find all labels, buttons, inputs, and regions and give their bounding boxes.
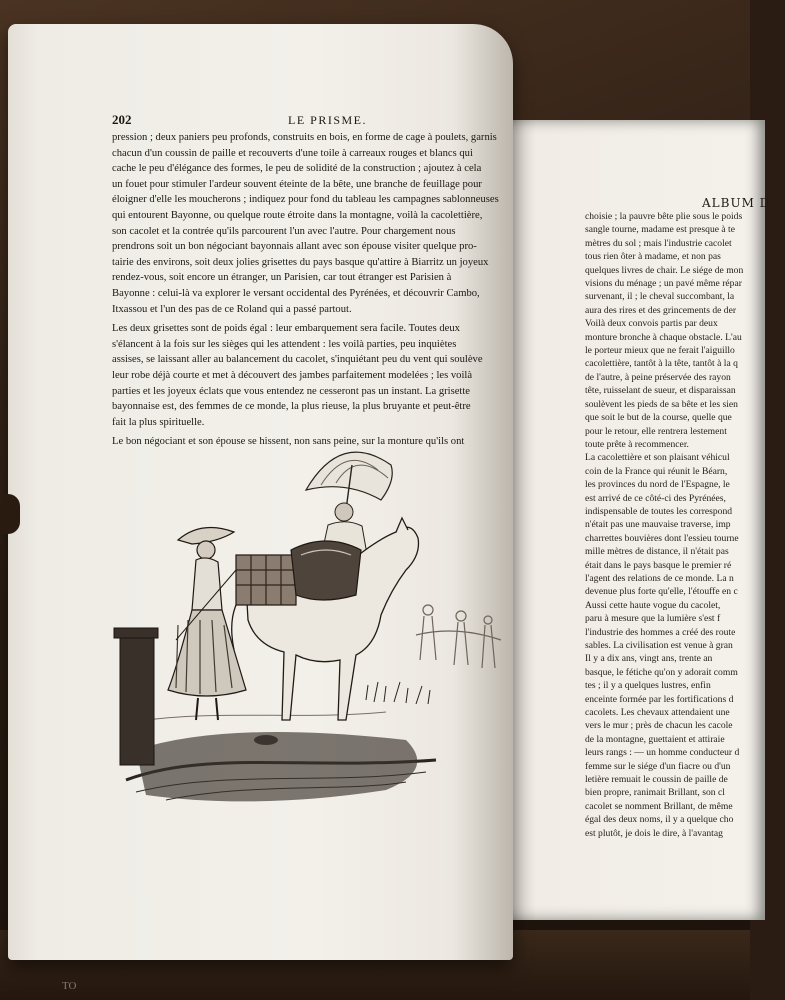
right-page-line: quelques livres de chair. Le siége de mon (585, 264, 744, 276)
right-page-line: de la montagne, guettaient et attiraie (585, 733, 725, 745)
right-page-line: l'agent des relations de ce monde. La n (585, 572, 734, 584)
right-page-line: choisie ; la pauvre bête plie sous le poids (585, 211, 743, 222)
background-travellers (416, 605, 501, 668)
left-page-line: assises, se laissant aller au balancement du cacolet, s'inquiétant peu du vent qui soulève (112, 354, 483, 366)
left-page-line: éloigner d'elle les moucherons ; indiquez pour fond du tableau les campagnes sablonneuses (112, 194, 499, 206)
left-page-line: cache le peu d'élégance des formes, le peu de solidité de la construction ; ajoutez à cela (112, 163, 482, 175)
right-page (505, 120, 771, 920)
left-page-line: Les deux grisettes sont de poids égal : leur embarquement sera facile. Toutes deux (112, 323, 460, 335)
right-page-line: cacolets. Les chevaux attendaient une (585, 707, 730, 719)
right-page-line: vers le mur ; près de chacun les cacole (585, 720, 733, 732)
left-page-text (112, 130, 512, 450)
left-page-line: un fouet pour stimuler l'ardeur souvent éteinte de la bête, une branche de feuillage pour (112, 178, 482, 190)
right-page-line: aura des rires et des grincements de der (585, 304, 737, 316)
right-page-line: mille mètres de distance, il n'était pas (585, 546, 729, 558)
right-page-line: monture bronche à chaque obstacle. L'au (585, 331, 742, 343)
left-page-line: s'élancent à la fois sur les sièges qui les attendent : les voilà parties, peu inquiètes (112, 338, 457, 350)
right-page-line: letière remuait le coussin de paille de (585, 774, 728, 786)
right-page-text (585, 210, 785, 840)
left-page-line: prendrons soit un bon négociant bayonnais allant avec son épouse visiter quelque pro- (112, 241, 477, 253)
right-page-line: devenue plus forte qu'elle, l'étouffe en c (585, 586, 738, 598)
right-page-line: sangle tourne, madame est presque à te (585, 224, 735, 236)
right-page-line: est arrivé de ce côté-ci des Pyrénées, (585, 492, 726, 504)
table-edge-label: TO (62, 980, 77, 992)
left-page-line: chacun d'un coussin de paille et recouverts d'une toile à carreaux rouges et blancs qui (112, 147, 473, 159)
right-page-line: sables. La civilisation est venue à gran (585, 640, 733, 651)
left-page-line: tairie des environs, soit deux jolies grisettes du pays basque qu'attire à Biarritz un joyeux (112, 256, 489, 268)
right-page-line: paru à mesure que la lumière s'est f (585, 613, 721, 625)
left-page-line: Itxassou et l'un des pas de ce Roland qui a passé partout. (112, 303, 352, 315)
right-page-line: n'était pas une mauvaise traverse, imp (585, 519, 731, 531)
right-page-line: de l'autre, à peine préservée des rayon (585, 371, 731, 383)
right-page-line: Aussi cette haute vogue du cacolet, (585, 599, 721, 611)
right-page-line: les provinces du nord de l'Espagne, le (585, 479, 730, 491)
right-page-line: était dans le pays basque le premier ré (585, 559, 732, 571)
left-page-line: qui entourent Bayonne, ou quelque route étroite dans la montagne, voilà la cacolettière, (112, 209, 483, 221)
left-page-line: leur robe déjà courte et met à découvert des jambes parfaitement modelées ; les voilà (112, 369, 473, 381)
right-page-line: bien propre, ranimait Brillant, son cl (585, 787, 725, 799)
left-page-line: bayonnaise est, des femmes de ce monde, la plus rieuse, la plus bruyante et peut-être (112, 401, 471, 413)
engraving-illustration (106, 420, 506, 810)
right-page-line: visions du ménage ; un pavé même répar (585, 278, 742, 290)
cacolet-baskets (236, 541, 361, 605)
right-page-line: l'industrie des hommes a créé des route (585, 626, 736, 638)
left-page-line: Le bon négociant et son épouse se hissent, non sans peine, sur la monture qu'ils ont (112, 436, 465, 448)
left-page-line: parties et les joyeux éclats que vous entendez ne cesseront pas un instant. La grisette (112, 385, 471, 397)
left-page-line: fait la plus spirituelle. (112, 416, 205, 428)
right-running-head: ALBUM D (702, 196, 771, 210)
right-page-line: La cacolettière et son plaisant véhicul (585, 452, 730, 464)
right-page-line: leurs rangs : — un homme conducteur d (585, 747, 740, 759)
grass-tufts (366, 682, 430, 704)
right-page-line: toute prête à recommencer. (585, 438, 689, 450)
right-page-line: pour le retour, elle rentrera lestement (585, 425, 727, 437)
right-page-line: coin de la France qui réunit le Béarn, (585, 465, 728, 477)
left-page-line: rendez-vous, soit encore un étranger, un Parisien, car tout étranger est Parisien à (112, 272, 452, 284)
left-page-line: son cacolet et la contrée qu'ils parcourent l'un avec l'autre. Pour chargement nous (112, 225, 456, 237)
right-page-line: égal des deux noms, il y a quelque cho (585, 814, 734, 826)
bird (254, 735, 278, 745)
left-running-head: LE PRISME. (288, 113, 368, 127)
right-page-line: Voilà deux convois partis par deux (585, 318, 718, 330)
right-page-line: soulèvent les pieds de sa bête et les sien (585, 398, 738, 410)
right-page-line: charrettes bouvières dont l'essieu tourne (585, 532, 739, 544)
right-page-line: femme sur le siége d'un fiacre ou d'un (585, 760, 731, 772)
right-page-line: cacolet se nomment Brillant, de même (585, 800, 733, 812)
right-page-line: est plutôt, je dois le dire, à l'avantag (585, 827, 723, 839)
right-page-line: survenant, il ; le cheval succombant, la (585, 291, 735, 303)
ground-dark-patch (136, 732, 417, 801)
right-page-line: mètres du sol ; mais l'industrie cacolet (585, 237, 732, 249)
wooden-fence (114, 628, 158, 765)
walking-woman (168, 528, 246, 721)
right-page-line: enceinte formée par les fortifications d (585, 693, 734, 705)
right-page-line: basque, le fétiche qu'on y adorait comm (585, 666, 738, 678)
right-page-line: que soit le but de la course, quelle que (585, 412, 732, 424)
right-page-line: tous rien ôter à madame, et non pas (585, 251, 721, 263)
right-page-line: tes ; il y a quelques lustres, enfin (585, 680, 711, 692)
page-number: 202 (112, 112, 132, 127)
left-page-line: Bayonne : celui-là va explorer le versant occidental des Pyrénées, et découvrir Cambo, (112, 287, 480, 299)
right-page-line: Il y a dix ans, vingt ans, trente an (585, 653, 713, 665)
left-page-line: pression ; deux paniers peu profonds, construits en bois, en forme de cage à poulets, garnis (112, 132, 497, 143)
right-page-line: indispensable de toutes les correspond (585, 505, 733, 517)
right-page-line: le porteur mieux que ne ferait l'aiguillo (585, 345, 735, 357)
right-page-line: tête, ruisselant de sueur, et disparaissan (585, 385, 736, 397)
right-page-line: cacolettière, tantôt à la tête, tantôt à la q (585, 358, 738, 370)
page-edge-hole (2, 494, 20, 534)
